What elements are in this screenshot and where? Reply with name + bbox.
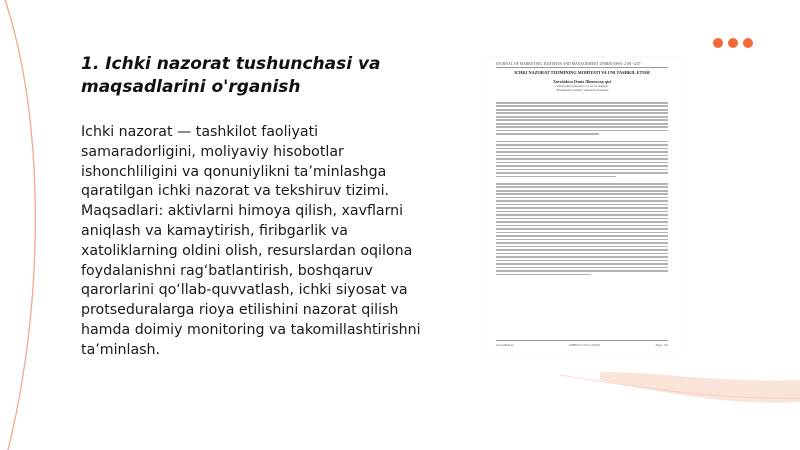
dot-icon (713, 38, 723, 48)
article-body-text (496, 102, 668, 277)
article-text-line (496, 225, 668, 227)
article-text-line (496, 214, 668, 216)
article-footer-right: Page | 125 (655, 343, 668, 347)
article-text-line (496, 116, 668, 118)
article-text-line (496, 253, 668, 255)
article-text-line (496, 176, 616, 178)
article-text-line (496, 274, 591, 276)
article-title: ICHKI NAZORAT TIZIMINING MOHIYATI VA UNI TASHKIL ETISH (514, 70, 650, 75)
article-page-image (484, 57, 681, 353)
article-text-line (496, 232, 668, 234)
article-text-line (496, 193, 668, 195)
divider (496, 67, 668, 68)
article-text-line (496, 246, 668, 248)
article-text-line (496, 239, 668, 241)
article-text-line (496, 197, 668, 199)
affiliation-line: “Buxgalteriya hisobi” kafedrasi assistenti (555, 88, 609, 92)
article-text-line (496, 102, 668, 104)
article-text-line (496, 151, 668, 153)
article-text-line (496, 165, 668, 167)
article-text-line (496, 186, 668, 188)
dot-icon (728, 38, 738, 48)
article-author: Xurshidova Donia Ilhomovna qizi (553, 79, 611, 84)
slide-title: 1. Ichki nazorat tushunchasi va maqsadlarini o'rganish (81, 54, 381, 97)
article-text-line (496, 112, 668, 114)
article-text-line (496, 162, 668, 164)
article-text-line (496, 204, 668, 206)
article-text-line (496, 260, 668, 262)
article-text-line (496, 141, 668, 143)
article-text-line (496, 221, 668, 223)
article-text-line (496, 200, 668, 202)
article-text-line (496, 211, 668, 213)
article-text-line (496, 235, 668, 237)
article-text-line (496, 249, 668, 251)
article-text-line (496, 183, 668, 185)
decorative-dots (713, 38, 753, 48)
article-text-line (496, 137, 668, 139)
article-text-line (496, 169, 668, 171)
article-text-line (496, 228, 668, 230)
affiliation-line: Samarqand iqtisodiyot va servis instituti (556, 84, 608, 88)
article-text-line (496, 242, 668, 244)
article-text-line (496, 270, 668, 272)
article-text-line (496, 179, 668, 181)
article-text-line (496, 126, 668, 128)
article-text-line (496, 158, 668, 160)
divider (496, 340, 668, 341)
article-text-line (496, 144, 668, 146)
slide-body-text: Ichki nazorat — tashkilot faoliyati samaradorligini, moliyaviy hisobotlar ishonchliligini va qonuniylikni ta’minlashga qaratilgan ichki nazorat va tekshiruv tizimi. Maqsadlari: aktivlarni himoya qilish, xavflarni aniqlash va kamaytirish, firibgarlik va xatoliklarning oldini olish, resurslardan oqilona foydalanishni rag‘batlantirish, boshqaruv qarorlarini qo‘llab-quvvatlash, ichki siyosat va protseduralarga rioya etilishini nazorat qilish hamda doimiy monitoring va takomillashtirishni ta’minlash. (81, 124, 421, 358)
article-journal-header: JOURNAL OF MARKETING, BUSINESS AND MANAGEMENT (JMBM) ISSN: 2181-1237 (496, 62, 641, 66)
article-text-line (496, 105, 668, 107)
article-footer-center: JMBM Vol.4 No.2 (2025) (569, 343, 601, 347)
article-text-line (496, 109, 668, 111)
article-text-line (496, 130, 668, 132)
article-text-line (496, 207, 668, 209)
article-text-line (496, 263, 668, 265)
article-affiliation (496, 84, 668, 92)
article-text-line (496, 190, 668, 192)
article-text-line (496, 133, 599, 135)
article-text-line (496, 172, 668, 174)
article-text-line (496, 119, 668, 121)
article-text-line (496, 148, 668, 150)
article-footer-left: www.jmbm.uz (496, 343, 514, 347)
article-text-line (496, 218, 668, 220)
article-text-line (496, 267, 668, 269)
article-text-line (496, 123, 668, 125)
dot-icon (743, 38, 753, 48)
article-text-line (496, 256, 668, 258)
article-text-line (496, 155, 668, 157)
article-footer (496, 343, 668, 347)
